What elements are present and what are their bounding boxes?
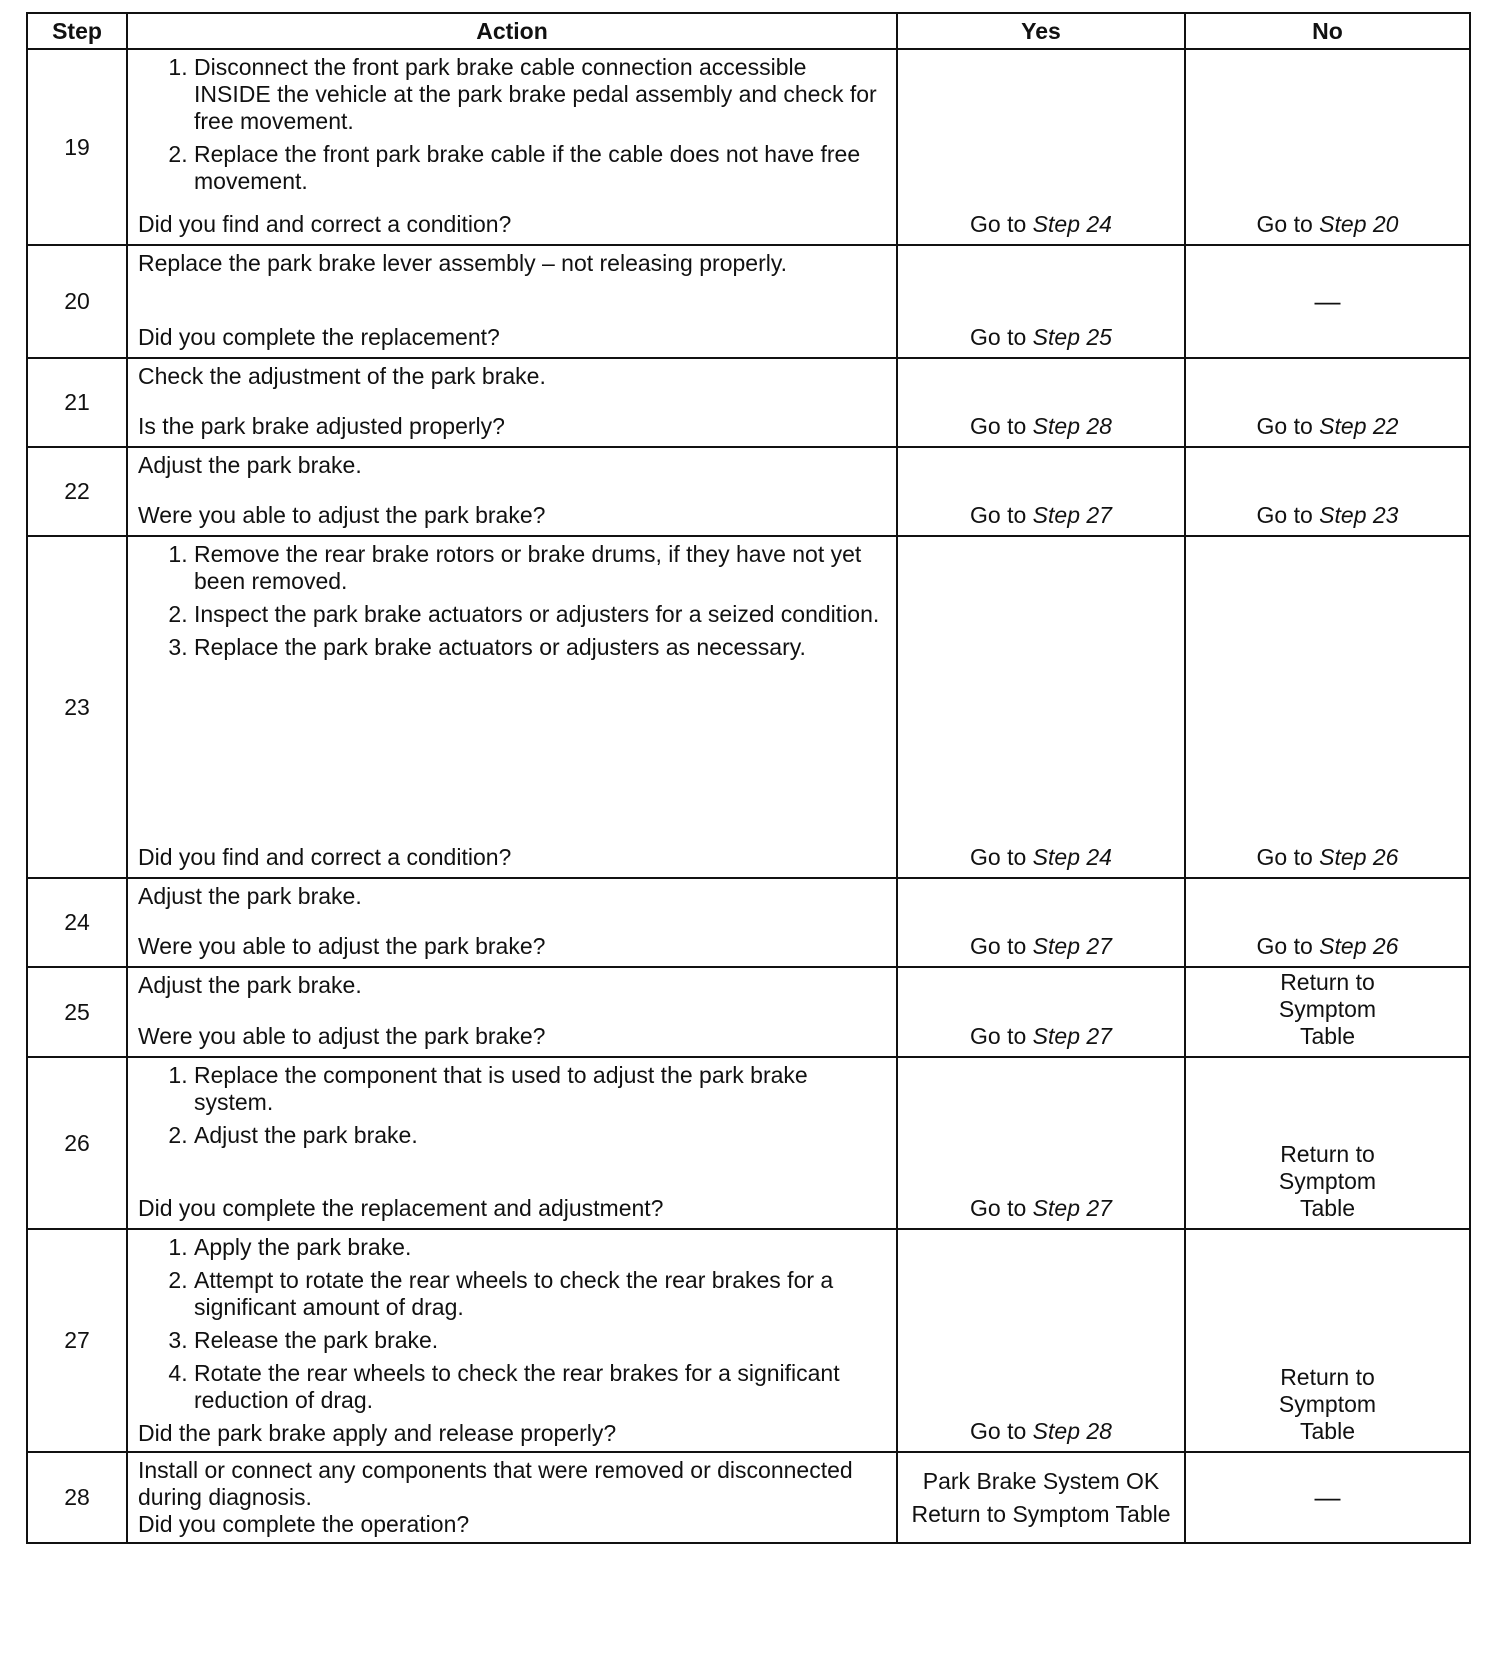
- no-step-ref: Step 20: [1319, 211, 1399, 237]
- action-question: Were you able to adjust the park brake?: [138, 502, 546, 528]
- go-to-label: Go to: [970, 324, 1027, 350]
- action-question: Did you complete the operation?: [138, 1511, 470, 1537]
- no-go-to: [1257, 844, 1399, 870]
- action-step-item: 1. Replace the component that is used to adjust the park brake system.: [194, 1062, 888, 1116]
- action-body: [138, 883, 888, 933]
- action-cell: [127, 536, 897, 878]
- no-cell: [1185, 878, 1470, 967]
- action-body: [138, 54, 888, 211]
- yes-cell: [897, 967, 1185, 1057]
- action-question: Were you able to adjust the park brake?: [138, 1023, 546, 1049]
- no-result-text: Return to Symptom Table: [1278, 1141, 1377, 1221]
- no-step-ref: Step 22: [1319, 413, 1399, 439]
- diagnostic-table: [26, 12, 1471, 1544]
- go-to-label: Go to: [1256, 933, 1313, 959]
- step-number: 20: [27, 245, 127, 358]
- action-content: [138, 541, 888, 871]
- action-body: [138, 541, 888, 844]
- go-to-label: Go to: [970, 502, 1027, 528]
- step-number: 19: [27, 49, 127, 245]
- yes-step-ref: Step 24: [1032, 211, 1112, 237]
- action-question: Did you find and correct a condition?: [138, 844, 512, 870]
- header-no: No: [1185, 13, 1470, 49]
- action-content: [138, 883, 888, 960]
- yes-go-to: [970, 502, 1112, 528]
- header-action: Action: [127, 13, 897, 49]
- yes-go-to: [970, 844, 1112, 870]
- header-step: Step: [27, 13, 127, 49]
- action-step-item: 3. Release the park brake.: [194, 1327, 888, 1354]
- go-to-label: Go to: [970, 844, 1027, 870]
- yes-cell: [897, 447, 1185, 536]
- action-cell: [127, 245, 897, 358]
- yes-step-ref: Step 28: [1032, 1418, 1112, 1444]
- yes-go-to: [970, 211, 1112, 237]
- no-result-text: Return to Symptom Table: [1278, 969, 1377, 1049]
- go-to-label: Go to: [970, 413, 1027, 439]
- action-step-item: 2. Adjust the park brake.: [194, 1122, 888, 1149]
- step-number: 21: [27, 358, 127, 447]
- yes-cell: [897, 358, 1185, 447]
- action-body: [138, 250, 888, 324]
- go-to-label: Go to: [970, 211, 1027, 237]
- yes-cell: [897, 536, 1185, 878]
- action-step-item: 2. Attempt to rotate the rear wheels to check the rear brakes for a significant amount of drag.: [194, 1267, 888, 1321]
- action-content: [138, 1062, 888, 1222]
- yes-cell: [897, 49, 1185, 245]
- action-text: Check the adjustment of the park brake.: [138, 363, 546, 389]
- table-row: [27, 878, 1470, 967]
- action-step-item: 3. Replace the park brake actuators or adjusters as necessary.: [194, 634, 888, 661]
- no-cell: [1185, 447, 1470, 536]
- action-cell: [127, 1057, 897, 1229]
- go-to-label: Go to: [1256, 413, 1313, 439]
- action-body: [138, 972, 888, 1023]
- step-number: 28: [27, 1452, 127, 1543]
- yes-cell: [897, 245, 1185, 358]
- go-to-label: Go to: [970, 1023, 1027, 1049]
- yes-step-ref: Step 27: [1032, 1195, 1112, 1221]
- action-cell: [127, 878, 897, 967]
- action-content: [138, 1457, 888, 1538]
- yes-cell: [897, 1229, 1185, 1452]
- table-row: [27, 967, 1470, 1057]
- no-cell: [1185, 1229, 1470, 1452]
- action-question: Did you complete the replacement?: [138, 324, 500, 350]
- step-number: 25: [27, 967, 127, 1057]
- action-steps-list: [138, 1062, 888, 1149]
- action-body: [138, 1062, 888, 1195]
- action-cell: [127, 447, 897, 536]
- table-row: [27, 49, 1470, 245]
- action-cell: [127, 967, 897, 1057]
- action-step-item: 1. Remove the rear brake rotors or brake drums, if they have not yet been removed.: [194, 541, 888, 595]
- header-yes: Yes: [897, 13, 1185, 49]
- action-question: Did the park brake apply and release properly?: [138, 1420, 617, 1446]
- no-cell: [1185, 358, 1470, 447]
- no-dash: —: [1314, 286, 1341, 316]
- header-row: [27, 13, 1470, 49]
- table-row: [27, 245, 1470, 358]
- action-content: [138, 363, 888, 440]
- go-to-label: Go to: [1256, 502, 1313, 528]
- yes-step-ref: Step 27: [1032, 502, 1112, 528]
- no-cell: [1185, 536, 1470, 878]
- yes-step-ref: Step 24: [1032, 844, 1112, 870]
- yes-cell: [897, 878, 1185, 967]
- yes-step-ref: Step 25: [1032, 324, 1112, 350]
- no-dash: —: [1314, 1482, 1341, 1512]
- no-cell: [1185, 967, 1470, 1057]
- no-step-ref: Step 26: [1319, 933, 1399, 959]
- no-step-ref: Step 26: [1319, 844, 1399, 870]
- yes-result-text: Park Brake System OK: [922, 1467, 1160, 1494]
- action-question: Is the park brake adjusted properly?: [138, 413, 505, 439]
- yes-cell: [897, 1057, 1185, 1229]
- no-go-to: [1257, 933, 1399, 959]
- action-text: Replace the park brake lever assembly – not releasing properly.: [138, 250, 788, 276]
- no-cell: [1185, 245, 1470, 358]
- action-step-item: 1. Disconnect the front park brake cable connection accessible INSIDE the vehicle at the park brake pedal assembly and check for free movement.: [194, 54, 888, 135]
- go-to-label: Go to: [1256, 844, 1313, 870]
- action-content: [138, 1234, 888, 1447]
- action-body: [138, 452, 888, 502]
- action-question: Did you complete the replacement and adjustment?: [138, 1195, 664, 1221]
- no-go-to: [1257, 502, 1399, 528]
- go-to-label: Go to: [970, 1418, 1027, 1444]
- yes-go-to: [970, 1195, 1112, 1221]
- action-text: Install or connect any components that were removed or disconnected during diagnosis.: [138, 1457, 853, 1510]
- table-row: [27, 447, 1470, 536]
- yes-result-text: Return to Symptom Table: [911, 1500, 1171, 1527]
- action-question: Were you able to adjust the park brake?: [138, 933, 546, 959]
- step-number: 26: [27, 1057, 127, 1229]
- no-cell: [1185, 49, 1470, 245]
- action-step-item: 4. Rotate the rear wheels to check the rear brakes for a significant reduction of drag.: [194, 1360, 888, 1414]
- action-steps-list: [138, 541, 888, 661]
- step-number: 23: [27, 536, 127, 878]
- action-text: Adjust the park brake.: [138, 452, 362, 478]
- action-question: Did you find and correct a condition?: [138, 211, 512, 237]
- no-step-ref: Step 23: [1319, 502, 1399, 528]
- yes-step-ref: Step 27: [1032, 933, 1112, 959]
- action-content: [138, 452, 888, 529]
- yes-step-ref: Step 27: [1032, 1023, 1112, 1049]
- action-cell: [127, 358, 897, 447]
- table-row: [27, 1057, 1470, 1229]
- yes-cell: [897, 1452, 1185, 1543]
- table-row: [27, 358, 1470, 447]
- action-step-item: 2. Inspect the park brake actuators or adjusters for a seized condition.: [194, 601, 888, 628]
- yes-go-to: [970, 324, 1112, 350]
- go-to-label: Go to: [970, 1195, 1027, 1221]
- action-cell: [127, 1229, 897, 1452]
- step-number: 27: [27, 1229, 127, 1452]
- action-steps-list: [138, 1234, 888, 1414]
- no-go-to: [1257, 413, 1399, 439]
- yes-step-ref: Step 28: [1032, 413, 1112, 439]
- action-step-item: 1. Apply the park brake.: [194, 1234, 888, 1261]
- action-body: [138, 1457, 888, 1511]
- table-row: [27, 1452, 1470, 1543]
- action-cell: [127, 1452, 897, 1543]
- action-text: Adjust the park brake.: [138, 883, 362, 909]
- go-to-label: Go to: [970, 933, 1027, 959]
- no-cell: [1185, 1057, 1470, 1229]
- action-content: [138, 54, 888, 238]
- no-cell: [1185, 1452, 1470, 1543]
- table-body: [27, 49, 1470, 1543]
- action-body: [138, 363, 888, 413]
- no-result-text: Return to Symptom Table: [1278, 1364, 1377, 1444]
- action-content: [138, 250, 888, 351]
- step-number: 24: [27, 878, 127, 967]
- step-number: 22: [27, 447, 127, 536]
- yes-go-to: [970, 1418, 1112, 1444]
- no-go-to: [1257, 211, 1399, 237]
- action-cell: [127, 49, 897, 245]
- yes-go-to: [970, 413, 1112, 439]
- action-step-item: 2. Replace the front park brake cable if the cable does not have free movement.: [194, 141, 888, 195]
- go-to-label: Go to: [1256, 211, 1313, 237]
- action-text: Adjust the park brake.: [138, 972, 362, 998]
- action-body: [138, 1234, 888, 1420]
- yes-go-to: [970, 1023, 1112, 1049]
- action-content: [138, 972, 888, 1050]
- table-row: [27, 536, 1470, 878]
- table-row: [27, 1229, 1470, 1452]
- action-steps-list: [138, 54, 888, 195]
- yes-go-to: [970, 933, 1112, 959]
